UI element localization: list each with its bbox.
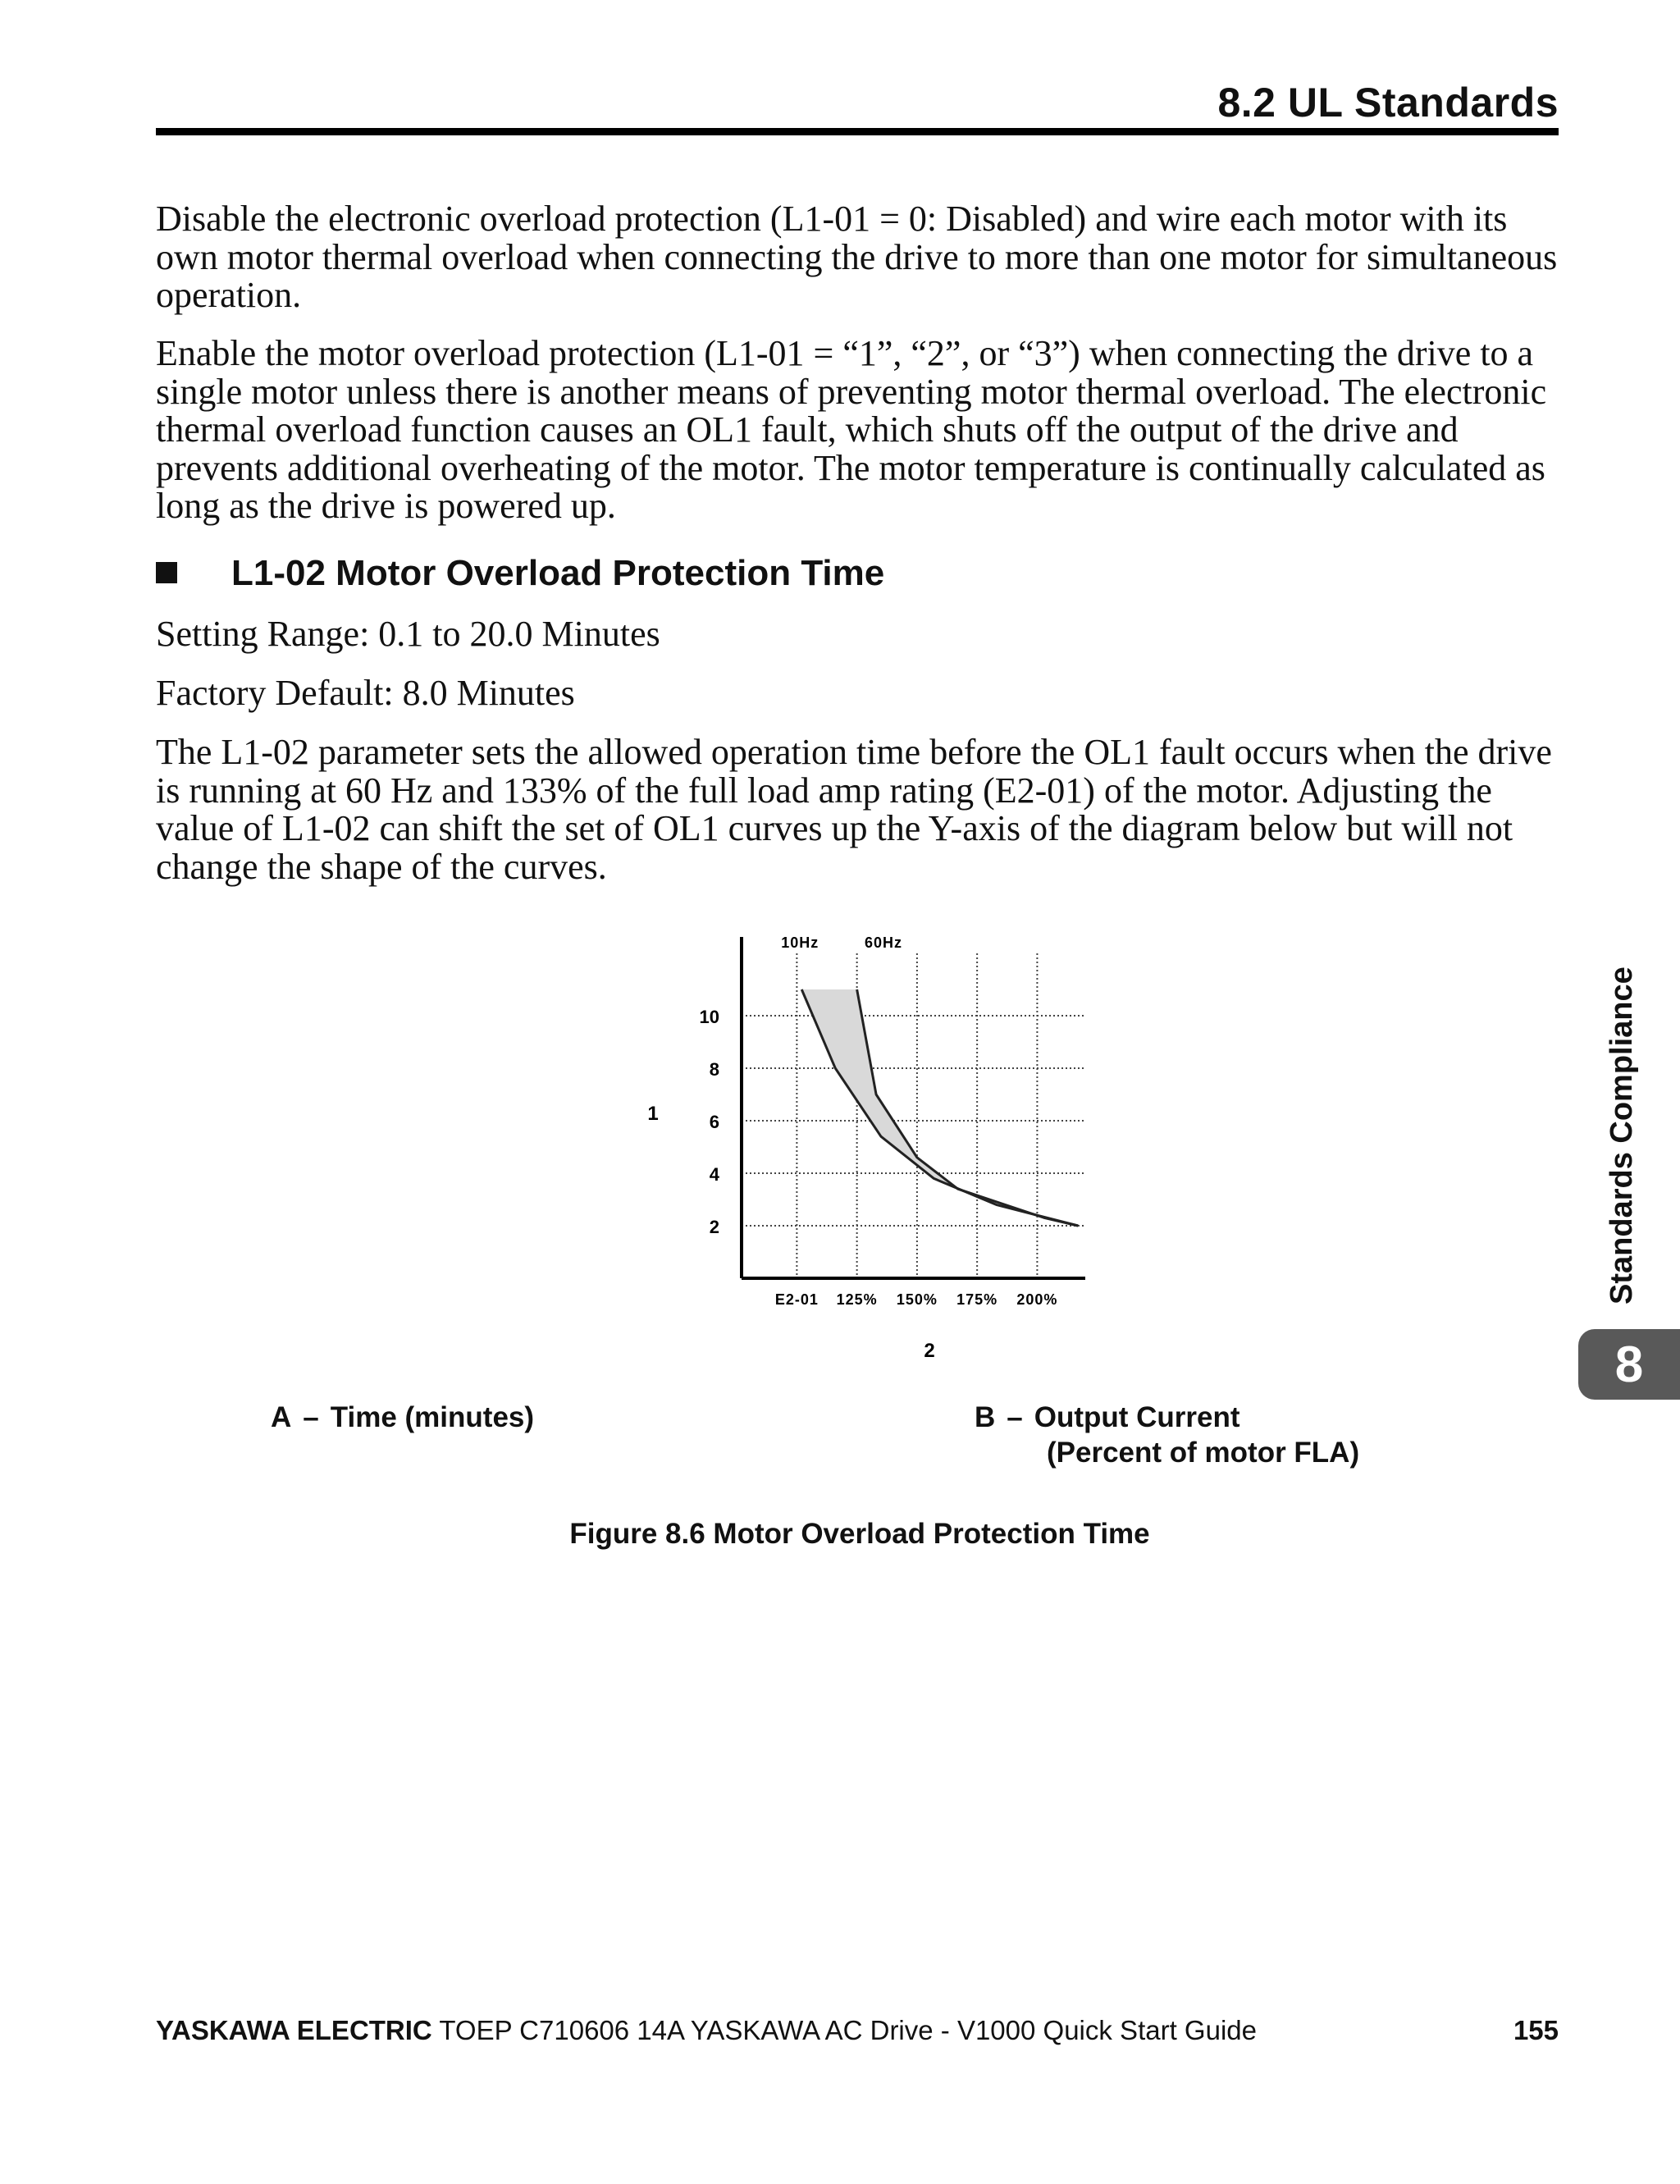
subheading-text: L1-02 Motor Overload Protection Time bbox=[231, 553, 885, 593]
legend-a-dash: – bbox=[303, 1401, 319, 1433]
x-tick-label-3: 175% bbox=[956, 1291, 998, 1308]
chapter-tab bbox=[1578, 1329, 1680, 1400]
chart-grid bbox=[742, 953, 1085, 1278]
y-tick-label-1: 4 bbox=[709, 1164, 719, 1185]
paragraph-overload-enable: Enable the motor overload protection (L1-01 = “1”, “2”, or “3”) when connecting the drive to a single motor unless there is another means of preventing motor thermal overload. The electronic thermal overload function causes an OL1 fault, which shuts off the output of the drive and prevents additional overheating of the motor. The motor temperature is continually calculated as long as the drive is powered up. bbox=[156, 333, 1547, 526]
y-axis-label: 1 bbox=[647, 1103, 659, 1125]
y-tick-label-2: 6 bbox=[709, 1112, 719, 1132]
x-tick-label-0: E2-01 bbox=[774, 1291, 819, 1308]
x-tick-label-4: 200% bbox=[1016, 1291, 1058, 1308]
paragraph-l1-02-description: The L1-02 parameter sets the allowed operation time before the OL1 fault occurs when the drive is running at 60 Hz and 133% of the full load amp rating (E2-01) of the motor. Adjusting the value of L1-02 can shift the set of OL1 curves up the Y-axis of the diagram below but will not change the shape of the curves. bbox=[156, 732, 1552, 887]
curve-band-fill bbox=[801, 989, 1078, 1226]
y-tick-labels bbox=[700, 1007, 720, 1237]
y-tick-label-4: 10 bbox=[699, 1007, 719, 1027]
page-footer bbox=[156, 2015, 1559, 2046]
curve-60hz-line bbox=[857, 989, 1079, 1226]
legend-b-key: B bbox=[975, 1401, 996, 1433]
footer-company: YASKAWA ELECTRIC bbox=[156, 2015, 432, 2045]
x-tick-label-2: 150% bbox=[896, 1291, 938, 1308]
x-tick-label-1: 125% bbox=[836, 1291, 878, 1308]
x-tick-labels bbox=[775, 1291, 1058, 1308]
chapter-tab-number: 8 bbox=[1614, 1336, 1644, 1393]
section-title: 8.2 UL Standards bbox=[1217, 80, 1559, 126]
y-tick-label-0: 2 bbox=[709, 1217, 719, 1237]
side-tab-label: Standards Compliance bbox=[1605, 966, 1639, 1304]
legend-a-key: A bbox=[271, 1401, 292, 1433]
paragraph-overload-disable: Disable the electronic overload protection (L1-01 = 0: Disabled) and wire each motor with its own motor thermal overload when connecting the drive to more than one motor for simultaneous operation. bbox=[156, 199, 1558, 315]
legend-b-dash: – bbox=[1007, 1401, 1023, 1433]
factory-default: Factory Default: 8.0 Minutes bbox=[156, 673, 575, 713]
x-axis-label: 2 bbox=[924, 1340, 935, 1362]
figure-caption: Figure 8.6 Motor Overload Protection Time bbox=[569, 1518, 1150, 1550]
page-number: 155 bbox=[1513, 2015, 1559, 2045]
curve-label-10hz: 10Hz bbox=[781, 934, 819, 951]
legend-b-text-line2: (Percent of motor FLA) bbox=[1047, 1437, 1360, 1469]
setting-range: Setting Range: 0.1 to 20.0 Minutes bbox=[156, 614, 660, 654]
y-tick-label-3: 8 bbox=[709, 1059, 719, 1080]
legend-b-text-line1: Output Current bbox=[1034, 1401, 1240, 1433]
curve-label-60hz: 60Hz bbox=[864, 934, 903, 951]
legend-a bbox=[271, 1400, 534, 1435]
legend-b bbox=[975, 1400, 1359, 1470]
footer-doc-title: TOEP C710606 14A YASKAWA AC Drive - V1000 Quick Start Guide bbox=[431, 2015, 1257, 2045]
legend-a-text: Time (minutes) bbox=[330, 1401, 535, 1433]
